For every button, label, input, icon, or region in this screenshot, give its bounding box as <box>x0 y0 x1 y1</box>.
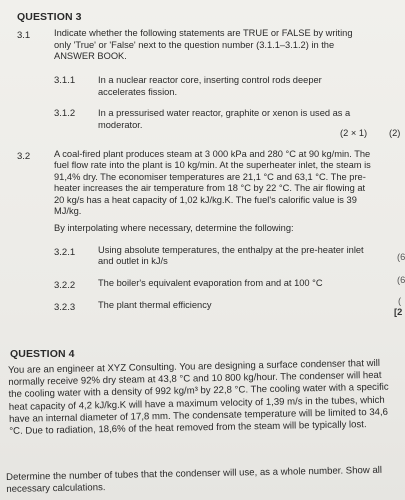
item-3-2-3-text: The plant thermal efficiency <box>98 300 212 310</box>
item-3-1-1-number: 3.1.1 <box>54 75 76 86</box>
item-3-2-3-mark: ( <box>398 296 402 306</box>
item-3-2-2-mark: (6 <box>397 275 405 285</box>
item-3-2-1-mark: (6 <box>397 252 405 262</box>
section-3-1-intro: Indicate whether the following statements are TRUE or FALSE by writing only 'True' or 'False' next to the question number (3.1.1–3.1.2) in the ANSWER BOOK. <box>54 28 353 62</box>
marks-total-3-1: (2) <box>389 128 401 138</box>
item-3-2-2-text: The boiler's equivalent evaporation from and at 100 °C <box>98 278 323 288</box>
question-4-instruction: Determine the number of tubes that the condenser will use, as a whole number. Show all necessary calculations. <box>6 464 383 496</box>
interpolation-instruction: By interpolating where necessary, determine the following: <box>54 223 294 233</box>
item-3-1-1-text: In a nuclear reactor core, inserting control rods deeper accelerates fission. <box>98 75 322 97</box>
section-3-1-number: 3.1 <box>17 30 31 41</box>
item-3-2-2-number: 3.2.2 <box>54 280 76 291</box>
item-3-2-3-number: 3.2.3 <box>54 302 76 313</box>
question-4-text: You are an engineer at XYZ Consulting. You are designing a surface condenser that will normally receive 92% dry steam at 43,8 °C and 10 800 kg/hour. The condenser will heat the cooling water with a density of 992 kg/m³ by 22,8 °C. The cooling water with a specific heat capacity of 4,2 kJ/kg.K will have a maximum velocity of 1,39 m/s in the tubes, which have an internal diameter of 17,8 mm. The condensate temperature will be limited to 34,6 °C. Due to radiation, 18,6% of the heat removed from the steam will be typically lost. <box>8 357 389 438</box>
question-4-heading: QUESTION 4 <box>10 348 75 360</box>
marks-calculation: (2 × 1) <box>340 128 368 138</box>
item-3-1-2-number: 3.1.2 <box>54 108 76 119</box>
item-3-1-2-text: In a pressurised water reactor, graphite or xenon is used as a moderator. <box>98 108 351 130</box>
section-3-2-text: A coal-fired plant produces steam at 3 000 kPa and 280 °C at 90 kg/min. The fuel flow rate into the plant is 10 kg/min. At the superheater inlet, the steam is 91,4% dry. The economiser temperatures are 21,1 °C and 63,1 °C. The pre-heater increases the air temperature from 18 °C by 22 °C. The air flowing at 20 kg/s has a heat capacity of 1,02 kJ/kg.K. The fuel's calorific value is 39 MJ/kg. <box>54 149 371 217</box>
item-3-2-1-text: Using absolute temperatures, the enthalpy at the pre-heater inlet and outlet in kJ/s <box>98 245 364 267</box>
item-3-2-1-number: 3.2.1 <box>54 247 76 258</box>
question-3-heading: QUESTION 3 <box>17 11 82 23</box>
question-3-total-mark: [2 <box>394 307 403 317</box>
section-3-2-number: 3.2 <box>17 151 31 162</box>
